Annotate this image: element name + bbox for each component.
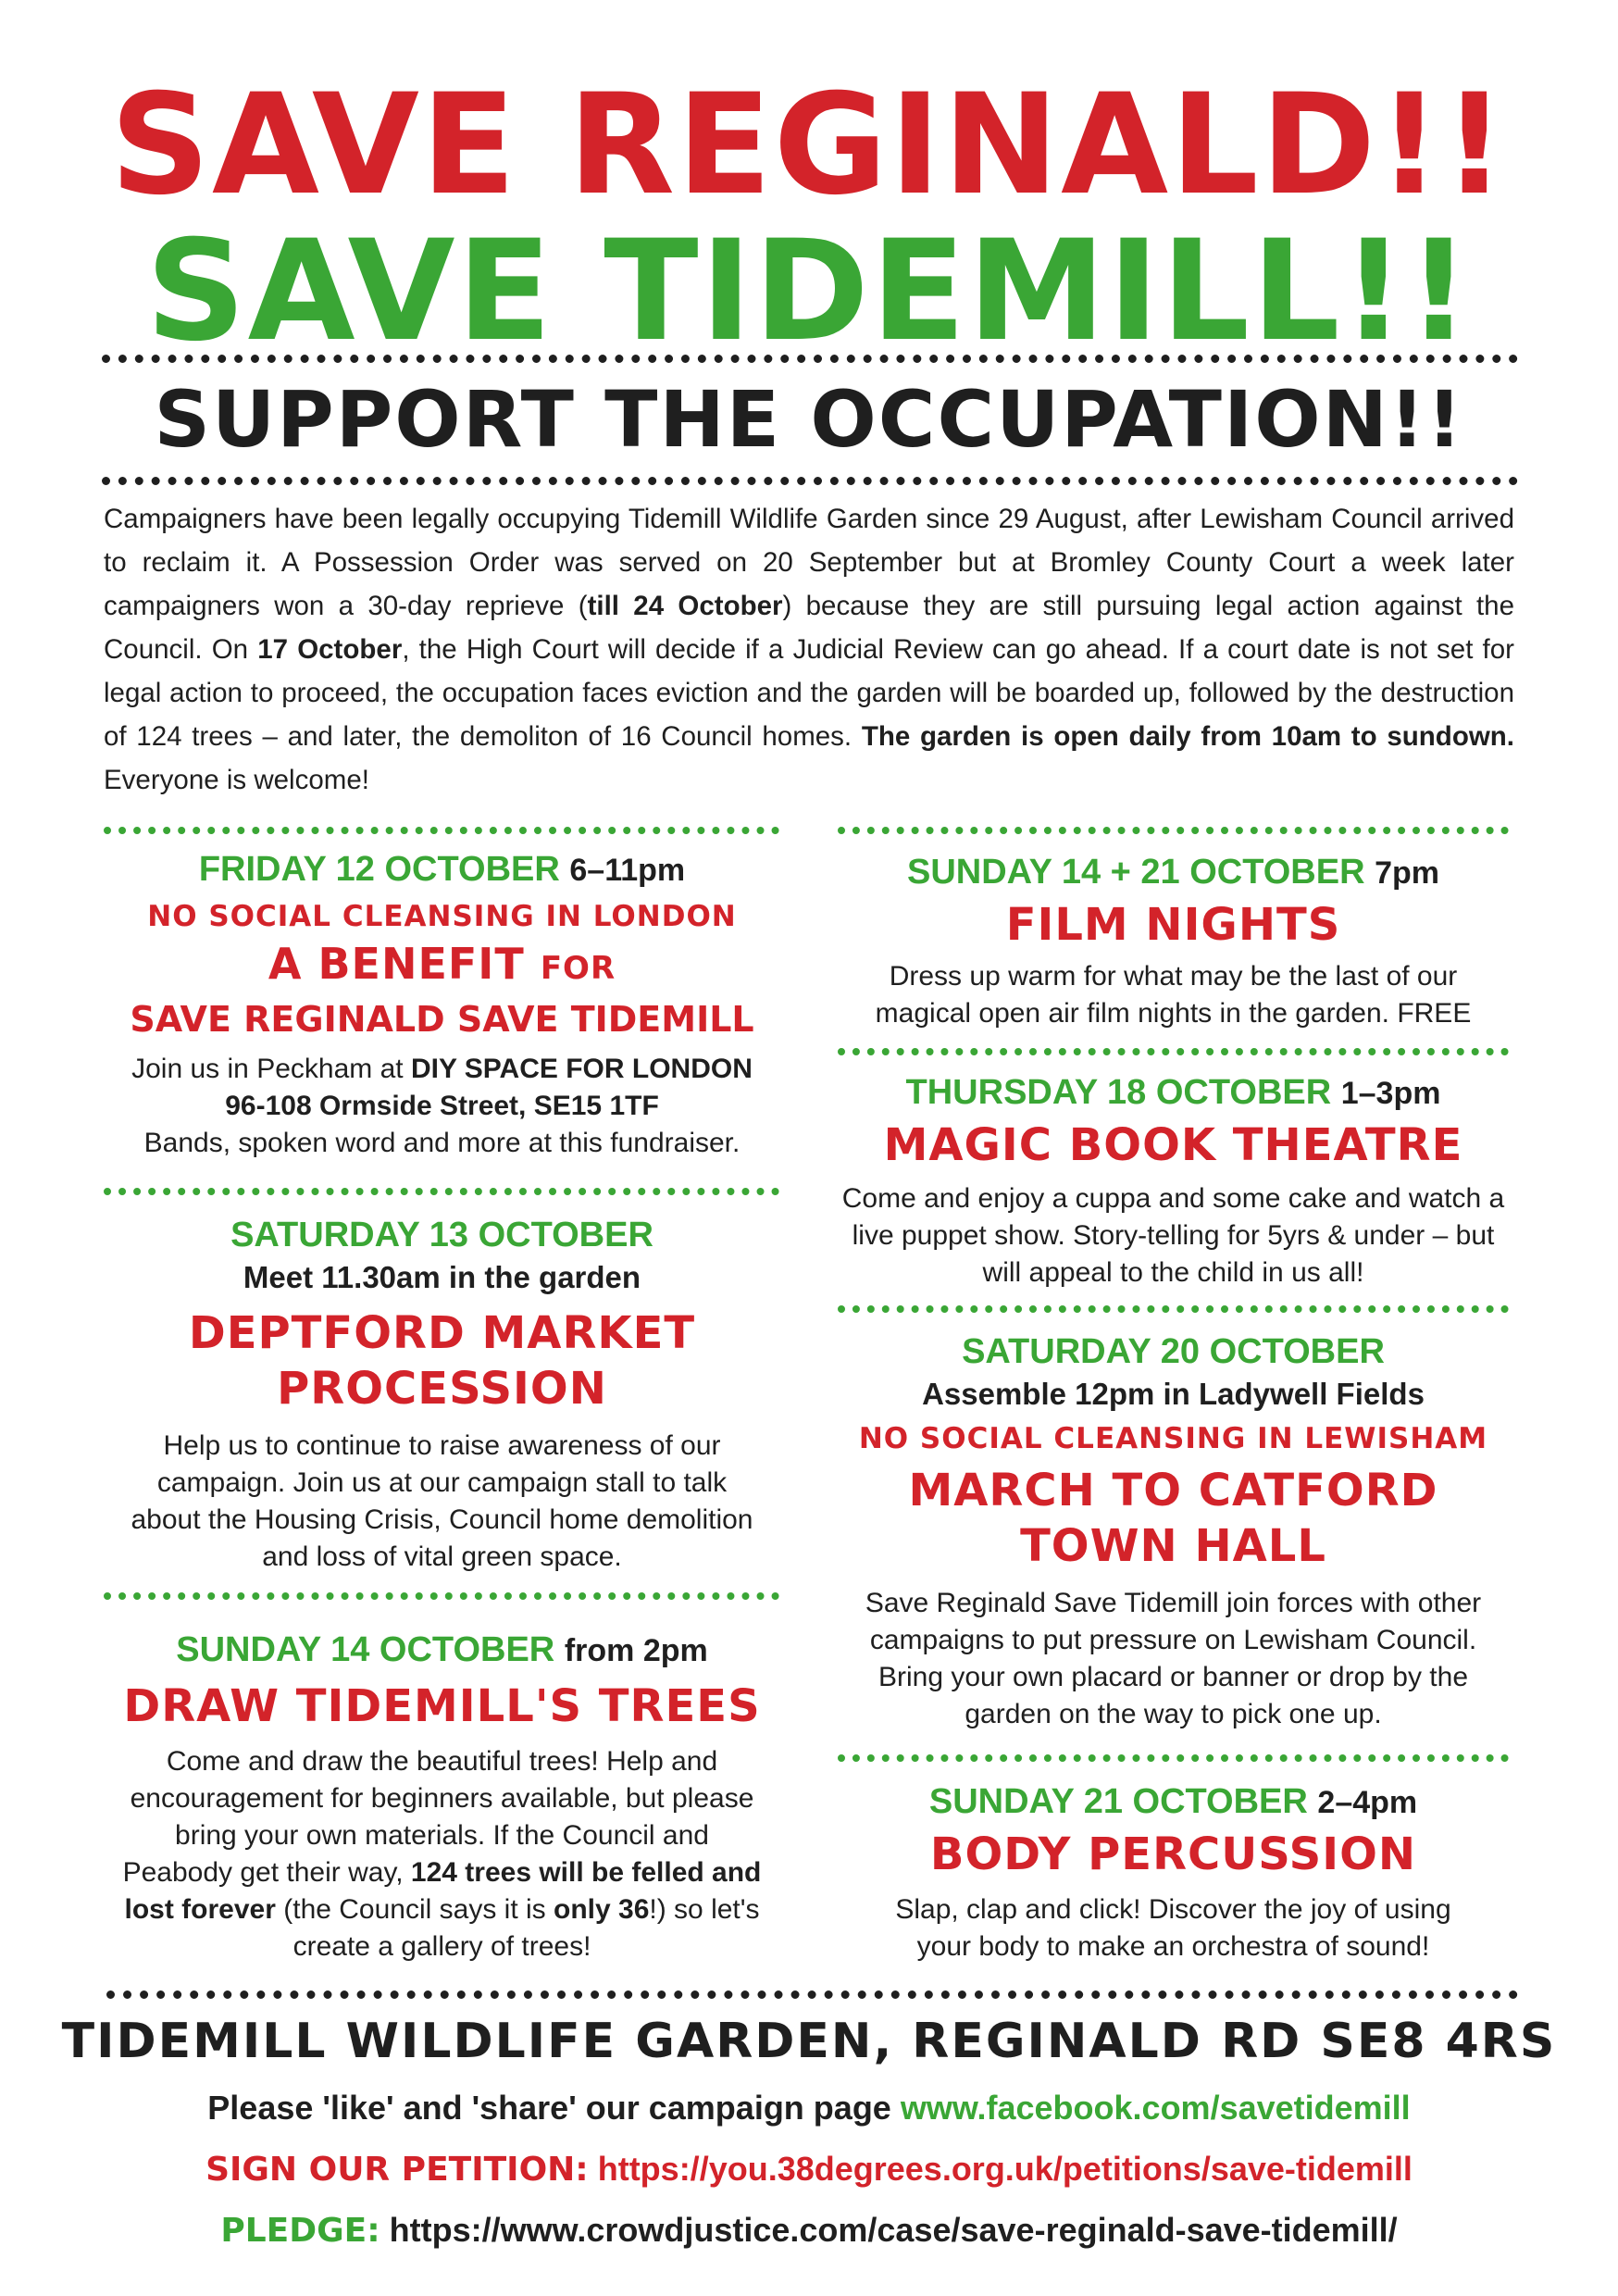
event-body-bold: 96-108 Ormside Street, SE15 1TF xyxy=(225,1091,659,1121)
facebook-prompt: Please 'like' and 'share' our campaign page xyxy=(207,2089,901,2127)
divider xyxy=(838,827,1509,834)
garden-address: TIDEMILL WILDLIFE GARDEN, REGINALD RD SE8 4RS xyxy=(61,2014,1557,2069)
event-heading-part: FOR xyxy=(540,950,616,987)
divider xyxy=(838,1754,1509,1762)
event-heading: TOWN HALL xyxy=(1020,1520,1326,1572)
divider xyxy=(106,1990,1518,1999)
event-saturday-20 xyxy=(824,1329,1523,1733)
event-body-text: (the Council says it is xyxy=(275,1894,554,1925)
event-day: SUNDAY 21 OCTOBER xyxy=(928,1782,1308,1821)
event-heading-part: A BENEFIT xyxy=(268,939,525,989)
event-day: SATURDAY 20 OCTOBER xyxy=(962,1332,1385,1371)
event-body-bold: only 36 xyxy=(554,1894,650,1925)
event-saturday-13 xyxy=(93,1213,791,1576)
intro-bold: The garden is open daily from 10am to sundown. xyxy=(861,721,1515,752)
intro-bold: 17 October xyxy=(257,634,403,665)
divider xyxy=(838,1048,1509,1055)
divider xyxy=(102,355,1518,363)
event-sunday-14-21 xyxy=(824,850,1523,1032)
event-time: from 2pm xyxy=(564,1633,708,1668)
event-thursday-18 xyxy=(824,1070,1523,1292)
intro-text: ) because they are still pursuing legal action against the Council. On xyxy=(104,591,1514,665)
divider xyxy=(838,1305,1509,1313)
intro-paragraph xyxy=(104,497,1514,802)
event-time: 6–11pm xyxy=(569,853,686,888)
divider xyxy=(104,1188,779,1195)
event-sunday-14 xyxy=(93,1628,791,1965)
event-day: SUNDAY 14 + 21 OCTOBER xyxy=(906,853,1365,892)
event-date xyxy=(93,1628,791,1673)
intro-text: , the High Court will decide if a Judicial Review can go ahead. If a court date is not set for legal action to proceed, the occupation faces eviction and the garden will be boarded up, followed by the destruction of 124 trees – and later, the demoliton of 16 Council homes. xyxy=(104,634,1514,752)
event-time: 2–4pm xyxy=(1317,1785,1418,1820)
title-support-occupation: SUPPORT THE OCCUPATION!! xyxy=(154,374,1464,465)
intro-text: Campaigners have been legally occupying Tidemill Wildlife Garden since 29 August, after Lewisham Council arrived to reclaim it. A Possession Order was served on 20 September but at Bromley County Court a week later campaigners won a 30-day reprieve ( xyxy=(104,504,1514,621)
event-body-bold: 124 trees will be felled and lost forever xyxy=(124,1857,762,1925)
event-heading: MARCH TO CATFORD xyxy=(908,1465,1438,1516)
divider xyxy=(104,827,779,834)
event-body: Slap, clap and click! Discover the joy of using your body to make an orchestra of sound! xyxy=(895,1894,1451,1962)
event-heading-sub: SAVE REGINALD SAVE TIDEMILL xyxy=(130,999,754,1040)
petition-label: SIGN OUR PETITION: xyxy=(205,2151,589,2189)
event-body-text: Come and draw the beautiful trees! Help and encouragement for beginners available, but please bring your own materials. If the Council and Peabody get their way, xyxy=(122,1746,754,1888)
event-heading: DRAW TIDEMILL'S TREES xyxy=(123,1680,761,1732)
event-heading: DEPTFORD MARKET xyxy=(188,1307,696,1359)
divider xyxy=(102,477,1518,485)
event-day: FRIDAY 12 OCTOBER xyxy=(198,850,560,889)
event-sub: Assemble 12pm in Ladywell Fields xyxy=(922,1377,1425,1411)
event-heading: BODY PERCUSSION xyxy=(929,1828,1417,1880)
event-heading xyxy=(93,937,791,995)
pledge-label: PLEDGE: xyxy=(220,2212,380,2250)
title-save-tidemill: SAVE TIDEMILL!! xyxy=(145,211,1473,372)
event-body-text: !) so let's create a gallery of trees! xyxy=(292,1894,760,1962)
event-day: SATURDAY 13 OCTOBER xyxy=(230,1216,653,1254)
event-body-bold: DIY SPACE FOR LONDON xyxy=(410,1054,753,1084)
event-body: Help us to continue to raise awareness of our campaign. Join us at our campaign stall to talk about the Housing Crisis, Council home demolition and loss of vital green space. xyxy=(131,1430,753,1572)
facebook-line xyxy=(0,2085,1618,2131)
event-body: Dress up warm for what may be the last of our magical open air film nights in the garden. FREE xyxy=(875,961,1472,1029)
event-date xyxy=(93,847,791,892)
event-time: 1–3pm xyxy=(1340,1076,1441,1111)
petition-line xyxy=(0,2146,1618,2193)
intro-bold: till 24 October xyxy=(587,591,783,621)
event-body xyxy=(93,1743,791,1965)
event-tag: NO SOCIAL CLEANSING IN LONDON xyxy=(147,900,737,933)
event-friday-12 xyxy=(93,847,791,1162)
event-sunday-21 xyxy=(824,1779,1523,1965)
event-heading: MAGIC BOOK THEATRE xyxy=(883,1119,1463,1171)
event-body: Save Reginald Save Tidemill join forces with other campaigns to put pressure on Lewisham Council. Bring your own placard or banner or drop by the garden on the way to pick one up. xyxy=(865,1588,1482,1729)
event-body: Come and enjoy a cuppa and some cake and watch a live puppet show. Story-telling for 5yrs & under – but will appeal to the child in us all! xyxy=(841,1183,1505,1288)
event-heading: FILM NIGHTS xyxy=(1005,899,1341,951)
divider xyxy=(104,1592,779,1600)
title-save-reginald: SAVE REGINALD!! xyxy=(109,65,1509,226)
facebook-link[interactable]: www.facebook.com/savetidemill xyxy=(900,2089,1411,2127)
petition-link[interactable]: https://you.38degrees.org.uk/petitions/save-tidemill xyxy=(597,2150,1413,2188)
event-body xyxy=(93,1051,791,1162)
event-sub: Meet 11.30am in the garden xyxy=(243,1260,641,1294)
event-day: SUNDAY 14 OCTOBER xyxy=(176,1630,555,1669)
event-body-text: Bands, spoken word and more at this fundraiser. xyxy=(143,1128,741,1158)
event-time: 7pm xyxy=(1375,855,1440,891)
event-tag: NO SOCIAL CLEANSING IN LEWISHAM xyxy=(858,1422,1488,1455)
event-date xyxy=(824,1070,1523,1116)
event-body-text: Join us in Peckham at xyxy=(131,1054,411,1084)
event-heading: PROCESSION xyxy=(277,1363,607,1415)
pledge-line xyxy=(0,2207,1618,2254)
event-day: THURSDAY 18 OCTOBER xyxy=(905,1073,1332,1112)
intro-text: Everyone is welcome! xyxy=(104,765,369,795)
pledge-link[interactable]: https://www.crowdjustice.com/case/save-reginald-save-tidemill/ xyxy=(389,2211,1398,2249)
event-date xyxy=(824,1779,1523,1825)
event-date xyxy=(824,850,1523,895)
